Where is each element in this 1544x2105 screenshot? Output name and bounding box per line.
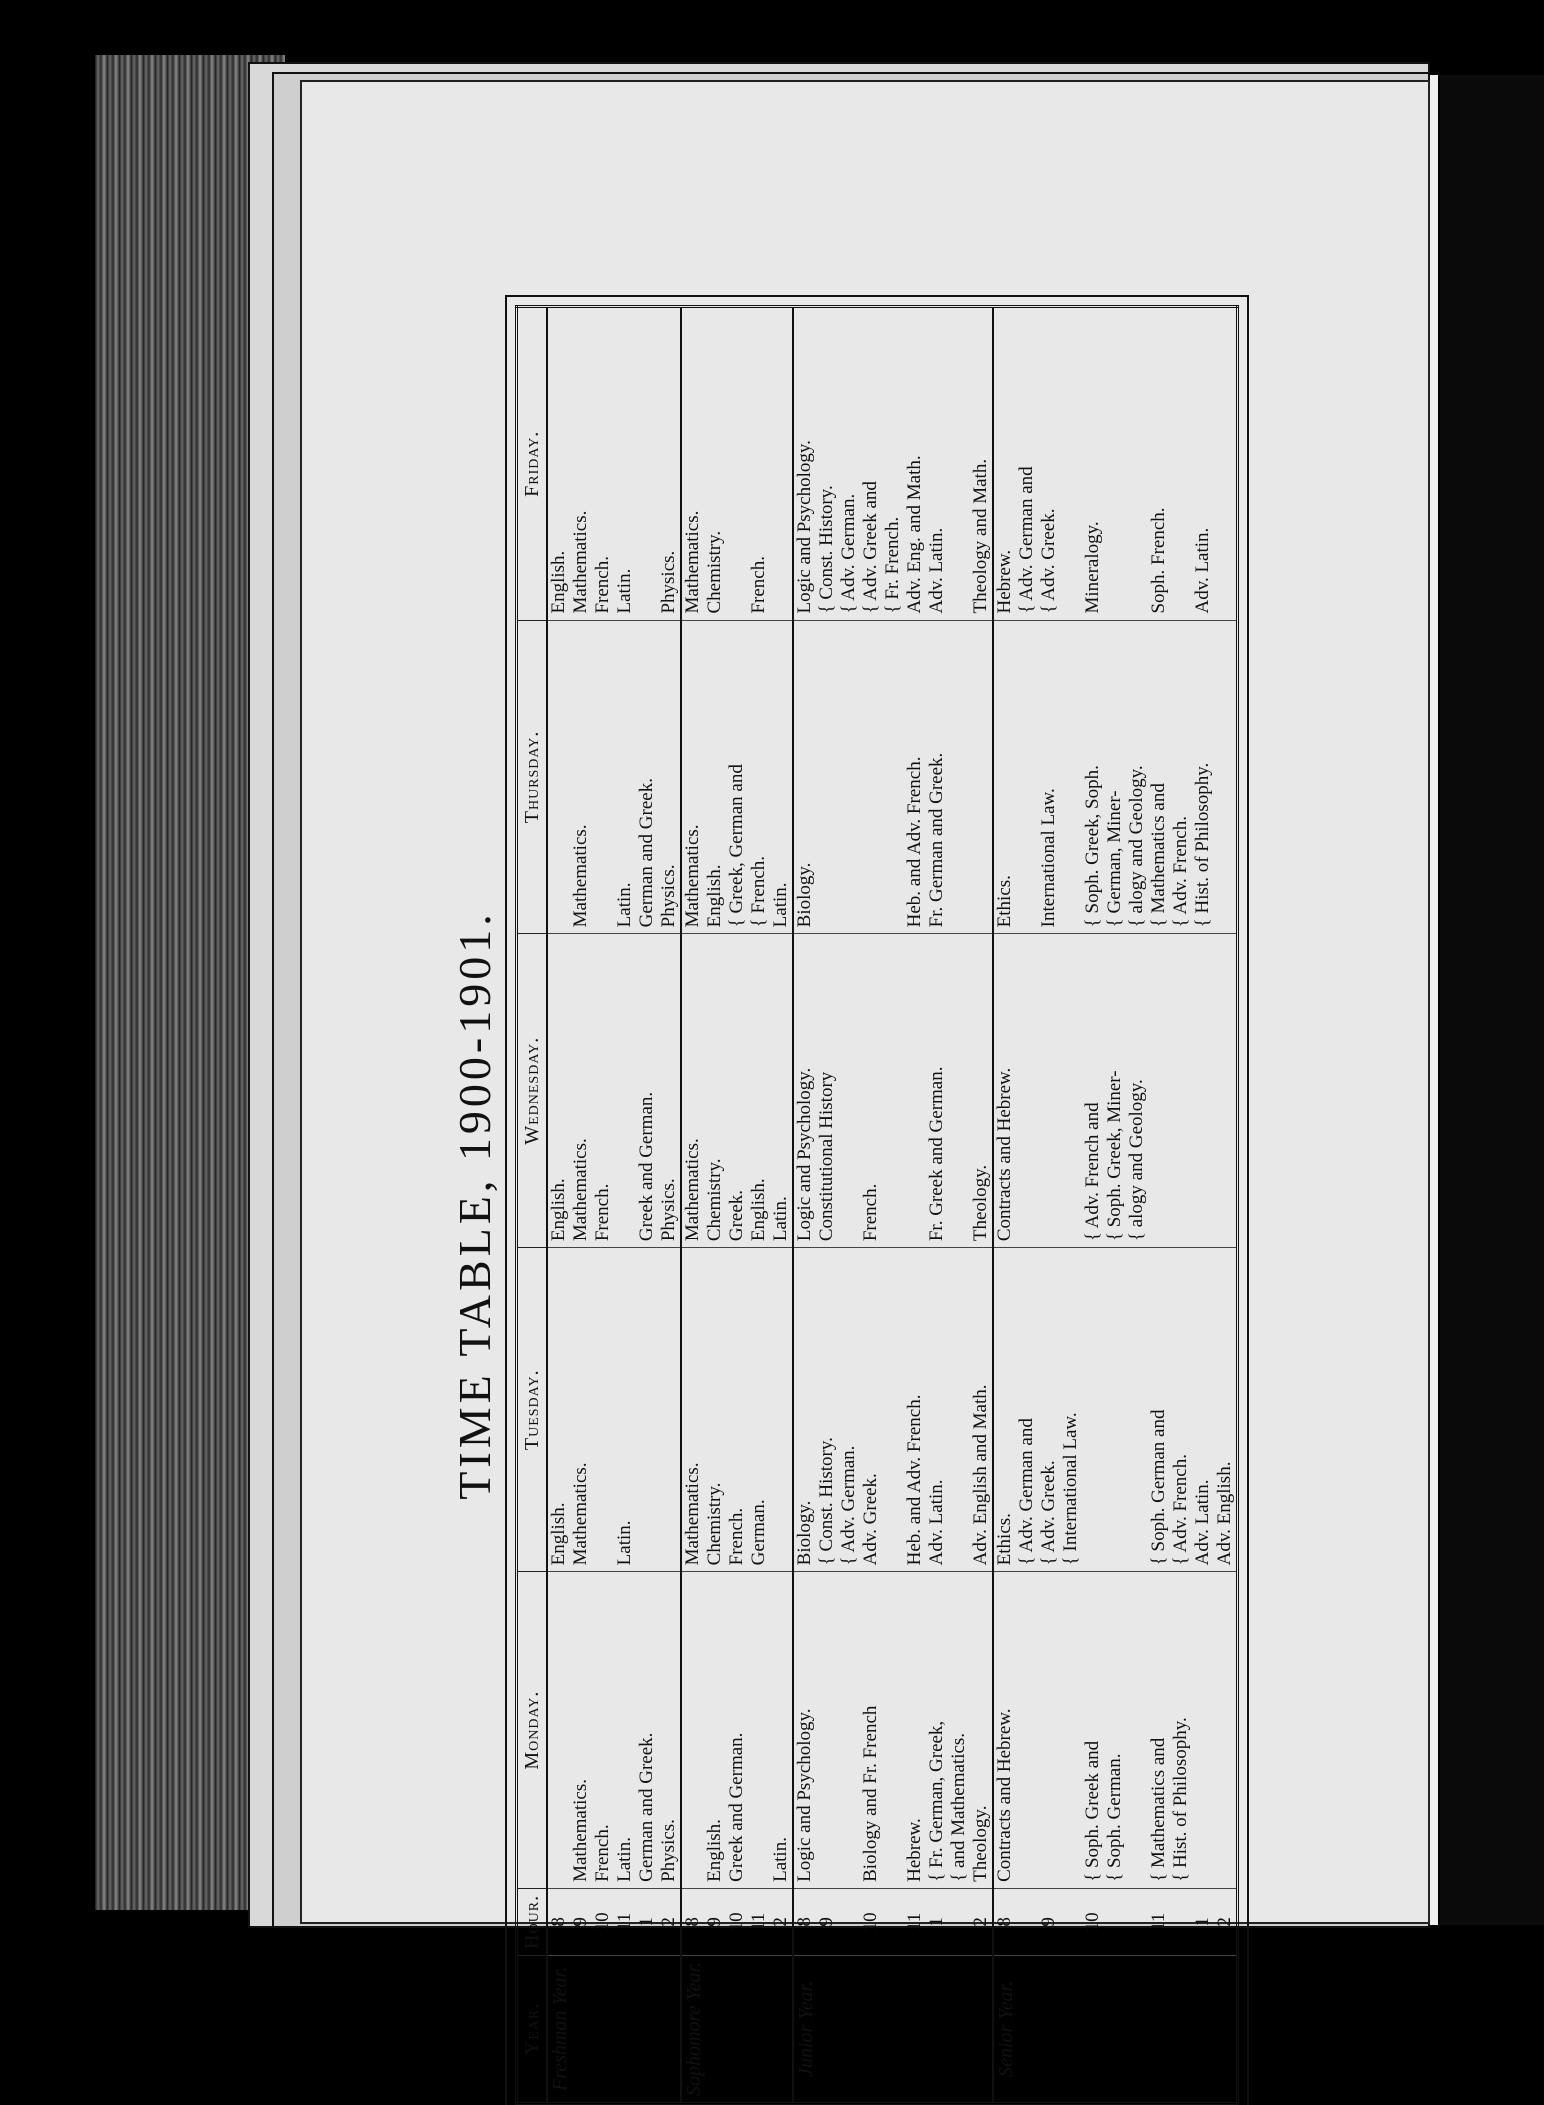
class-cell-tue: { Adv. German. (838, 1248, 860, 1572)
class-cell-tue: Adv. Latin. (926, 1248, 948, 1572)
class-cell-fri: Adv. Latin. (926, 307, 948, 621)
hour-cell: 10 (1082, 1888, 1104, 1955)
hour-cell: 9 (1038, 1888, 1060, 1955)
header-wednesday: Wednesday. (517, 934, 548, 1248)
class-cell-tue: Adv. Greek. (860, 1248, 882, 1572)
table-row (948, 307, 970, 2104)
hour-cell: 2 (658, 1888, 681, 1955)
class-cell-thu: { Adv. French. (1170, 620, 1192, 934)
class-cell-thu: Ethics. (993, 620, 1016, 934)
hour-cell: 10 (726, 1888, 748, 1955)
hour-cell (1060, 1888, 1082, 1955)
hour-cell: 2 (770, 1888, 793, 1955)
hour-cell (1016, 1888, 1038, 1955)
hour-cell: 8 (993, 1888, 1016, 1955)
table-row (1104, 307, 1126, 2104)
hour-cell (1126, 1888, 1148, 1955)
year-group (793, 307, 993, 2104)
class-cell-thu: English. (704, 620, 726, 934)
class-cell-tue: Mathematics. (570, 1248, 592, 1572)
class-cell-fri: Mineralogy. (1082, 307, 1104, 621)
class-cell-thu (547, 620, 570, 934)
class-cell-wed: Constitutional History (816, 934, 838, 1248)
table-row (1192, 307, 1214, 2104)
class-cell-tue (882, 1248, 904, 1572)
hour-cell (948, 1888, 970, 1955)
class-cell-wed: English. (547, 934, 570, 1248)
class-cell-wed: Contracts and Hebrew. (993, 934, 1016, 1248)
class-cell-thu (860, 620, 882, 934)
table-row (592, 307, 614, 2104)
class-cell-tue: Biology. (793, 1248, 816, 1572)
class-cell-mon: Contracts and Hebrew. (993, 1572, 1016, 1889)
class-cell-thu: { French. (748, 620, 770, 934)
class-cell-mon (816, 1572, 838, 1889)
class-cell-fri: Adv. Latin. (1192, 307, 1214, 621)
class-cell-wed (1016, 934, 1038, 1248)
class-cell-mon: { Soph. German. (1104, 1572, 1126, 1889)
class-cell-tue: { Adv. Greek. (1038, 1248, 1060, 1572)
class-cell-fri: Mathematics. (681, 307, 704, 621)
table-row (1126, 307, 1148, 2104)
class-cell-thu: { Hist. of Philosophy. (1192, 620, 1214, 934)
header-monday: Monday. (517, 1572, 548, 1889)
class-cell-wed: Mathematics. (681, 934, 704, 1248)
hour-cell: 8 (793, 1888, 816, 1955)
class-cell-thu (970, 620, 993, 934)
class-cell-fri: { Adv. Greek and (860, 307, 882, 621)
class-cell-fri (1060, 307, 1082, 621)
class-cell-tue (592, 1248, 614, 1572)
class-cell-tue: Ethics. (993, 1248, 1016, 1572)
class-cell-thu: Latin. (770, 620, 793, 934)
table-row (704, 307, 726, 2104)
class-cell-thu (838, 620, 860, 934)
class-cell-mon: Theology. (970, 1572, 993, 1889)
class-cell-fri: Latin. (614, 307, 636, 621)
year-label: Freshman Year. (547, 1955, 681, 2103)
class-cell-thu: { alogy and Geology. (1126, 620, 1148, 934)
hour-cell: 9 (704, 1888, 726, 1955)
table-row (570, 307, 592, 2104)
class-cell-fri: English. (547, 307, 570, 621)
year-label: Sophomore Year. (681, 1955, 793, 2103)
class-cell-mon: { and Mathematics. (948, 1572, 970, 1889)
hour-cell: 1 (636, 1888, 658, 1955)
class-cell-tue: German. (748, 1248, 770, 1572)
class-cell-tue: Chemistry. (704, 1248, 726, 1572)
class-cell-fri: Mathematics. (570, 307, 592, 621)
class-cell-mon (1038, 1572, 1060, 1889)
class-cell-wed (1148, 934, 1170, 1248)
class-cell-thu: Fr. German and Greek. (926, 620, 948, 934)
class-cell-thu (882, 620, 904, 934)
class-cell-wed (614, 934, 636, 1248)
class-cell-tue (770, 1248, 793, 1572)
hour-cell: 1 (1192, 1888, 1214, 1955)
class-cell-mon (1060, 1572, 1082, 1889)
class-cell-tue: { Adv. French. (1170, 1248, 1192, 1572)
class-cell-fri: Adv. Eng. and Math. (904, 307, 926, 621)
class-cell-thu: International Law. (1038, 620, 1060, 934)
class-cell-wed (1214, 934, 1238, 1248)
year-label: Senior Year. (993, 1955, 1238, 2103)
class-cell-fri: French. (748, 307, 770, 621)
class-cell-fri: Logic and Psychology. (793, 307, 816, 621)
class-cell-tue (948, 1248, 970, 1572)
class-cell-thu: Physics. (658, 620, 681, 934)
table-row (726, 307, 748, 2104)
class-cell-thu: { German, Miner- (1104, 620, 1126, 934)
class-cell-fri: { Fr. French. (882, 307, 904, 621)
year-group (681, 307, 793, 2104)
hour-cell: 10 (860, 1888, 882, 1955)
class-cell-wed: Theology. (970, 934, 993, 1248)
hour-cell: 11 (614, 1888, 636, 1955)
year-label: Junior Year. (793, 1955, 993, 2103)
class-cell-fri: Hebrew. (993, 307, 1016, 621)
right-page-edge (1430, 75, 1438, 1925)
hour-cell: 2 (970, 1888, 993, 1955)
class-cell-mon: Latin. (770, 1572, 793, 1889)
class-cell-mon: Greek and German. (726, 1572, 748, 1889)
header-hour: Hour. (517, 1888, 548, 1955)
class-cell-thu (816, 620, 838, 934)
class-cell-wed: Fr. Greek and German. (926, 934, 948, 1248)
table-row (882, 307, 904, 2104)
class-cell-mon: French. (592, 1572, 614, 1889)
class-cell-thu (948, 620, 970, 934)
class-cell-tue: { Const. History. (816, 1248, 838, 1572)
class-cell-wed: Greek and German. (636, 934, 658, 1248)
table-row (770, 307, 793, 2104)
class-cell-tue: Latin. (614, 1248, 636, 1572)
table-row (636, 307, 658, 2104)
class-cell-thu (1016, 620, 1038, 934)
class-cell-wed (838, 934, 860, 1248)
class-cell-mon (1192, 1572, 1214, 1889)
class-cell-thu: Heb. and Adv. French. (904, 620, 926, 934)
header-year: Year. (517, 1955, 548, 2103)
table-row (1082, 307, 1104, 2104)
class-cell-tue: { International Law. (1060, 1248, 1082, 1572)
class-cell-mon: { Hist. of Philosophy. (1170, 1572, 1192, 1889)
class-cell-thu: { Mathematics and (1148, 620, 1170, 934)
class-cell-fri: French. (592, 307, 614, 621)
class-cell-mon: Hebrew. (904, 1572, 926, 1889)
hour-cell: 10 (592, 1888, 614, 1955)
class-cell-mon (1214, 1572, 1238, 1889)
class-cell-thu: Mathematics. (570, 620, 592, 934)
class-cell-mon (1016, 1572, 1038, 1889)
class-cell-wed (1038, 934, 1060, 1248)
table-row (681, 307, 704, 2104)
table-row (970, 307, 993, 2104)
class-cell-mon: { Fr. German, Greek, (926, 1572, 948, 1889)
table-row (1038, 307, 1060, 2104)
class-cell-tue: Heb. and Adv. French. (904, 1248, 926, 1572)
table-row (547, 307, 570, 2104)
hour-cell: 8 (547, 1888, 570, 1955)
hour-cell (1170, 1888, 1192, 1955)
class-cell-mon (748, 1572, 770, 1889)
class-cell-thu: German and Greek. (636, 620, 658, 934)
hour-cell: 9 (816, 1888, 838, 1955)
class-cell-fri: Soph. French. (1148, 307, 1170, 621)
hour-cell: 11 (748, 1888, 770, 1955)
class-cell-mon: { Soph. Greek and (1082, 1572, 1104, 1889)
class-cell-fri: Physics. (658, 307, 681, 621)
hour-cell: 11 (1148, 1888, 1170, 1955)
table-row (1016, 307, 1038, 2104)
hour-cell: 1 (926, 1888, 948, 1955)
class-cell-mon (681, 1572, 704, 1889)
class-cell-fri (636, 307, 658, 621)
class-cell-thu: { Greek, German and (726, 620, 748, 934)
class-cell-fri: Chemistry. (704, 307, 726, 621)
table-row (860, 307, 882, 2104)
table-row (993, 307, 1016, 2104)
class-cell-thu (1060, 620, 1082, 934)
class-cell-mon: German and Greek. (636, 1572, 658, 1889)
class-cell-tue: Adv. Latin. (1192, 1248, 1214, 1572)
class-cell-fri (726, 307, 748, 621)
class-cell-wed: Physics. (658, 934, 681, 1248)
table-row (748, 307, 770, 2104)
class-cell-wed: Mathematics. (570, 934, 592, 1248)
hour-cell (882, 1888, 904, 1955)
class-cell-fri (1214, 307, 1238, 621)
class-cell-wed: Chemistry. (704, 934, 726, 1248)
hour-cell: 9 (570, 1888, 592, 1955)
table-row (1214, 307, 1238, 2104)
class-cell-wed (1192, 934, 1214, 1248)
class-cell-mon: English. (704, 1572, 726, 1889)
table-row (816, 307, 838, 2104)
class-cell-mon (1126, 1572, 1148, 1889)
class-cell-mon: Logic and Psychology. (793, 1572, 816, 1889)
year-group (547, 307, 681, 2104)
table-row (793, 307, 816, 2104)
facing-page-shadow (1440, 75, 1544, 1925)
class-cell-tue: English. (547, 1248, 570, 1572)
class-cell-wed (1060, 934, 1082, 1248)
timetable-sheet (445, 305, 1305, 2105)
hour-cell (838, 1888, 860, 1955)
class-cell-tue: French. (726, 1248, 748, 1572)
class-cell-fri (1170, 307, 1192, 621)
class-cell-fri: { Const. History. (816, 307, 838, 621)
class-cell-mon: Latin. (614, 1572, 636, 1889)
class-cell-tue (658, 1248, 681, 1572)
class-cell-fri (948, 307, 970, 621)
class-cell-fri: Theology and Math. (970, 307, 993, 621)
class-cell-wed: French. (592, 934, 614, 1248)
class-cell-mon: { Mathematics and (1148, 1572, 1170, 1889)
class-cell-thu (592, 620, 614, 934)
class-cell-wed: { Soph. Greek, Miner- (1104, 934, 1126, 1248)
table-row (1060, 307, 1082, 2104)
class-cell-wed: English. (748, 934, 770, 1248)
class-cell-tue (1126, 1248, 1148, 1572)
table-row (1170, 307, 1192, 2104)
class-cell-fri (1104, 307, 1126, 621)
class-cell-fri: { Adv. Greek. (1038, 307, 1060, 621)
class-cell-thu (1214, 620, 1238, 934)
class-cell-wed: { Adv. French and (1082, 934, 1104, 1248)
class-cell-fri: { Adv. German and (1016, 307, 1038, 621)
page-title: TIME TABLE, 1900-1901. (449, 910, 500, 1500)
class-cell-fri (1126, 307, 1148, 621)
table-row (926, 307, 948, 2104)
class-cell-wed: { alogy and Geology. (1126, 934, 1148, 1248)
class-cell-tue: Mathematics. (681, 1248, 704, 1572)
header-tuesday: Tuesday. (517, 1248, 548, 1572)
hour-cell: 8 (681, 1888, 704, 1955)
class-cell-wed (882, 934, 904, 1248)
class-cell-mon (882, 1572, 904, 1889)
timetable (515, 305, 1239, 2105)
class-cell-tue (1104, 1248, 1126, 1572)
class-cell-tue (1082, 1248, 1104, 1572)
class-cell-wed: Logic and Psychology. (793, 934, 816, 1248)
class-cell-tue: { Soph. German and (1148, 1248, 1170, 1572)
table-row (614, 307, 636, 2104)
header-thursday: Thursday. (517, 620, 548, 934)
header-row (517, 307, 548, 2104)
class-cell-thu: Latin. (614, 620, 636, 934)
hour-cell (1104, 1888, 1126, 1955)
class-cell-tue: { Adv. German and (1016, 1248, 1038, 1572)
table-row (838, 307, 860, 2104)
class-cell-fri (770, 307, 793, 621)
hour-cell: 11 (904, 1888, 926, 1955)
class-cell-tue (636, 1248, 658, 1572)
hour-cell: 2 (1214, 1888, 1238, 1955)
class-cell-tue: Adv. English and Math. (970, 1248, 993, 1572)
class-cell-mon: Biology and Fr. French (860, 1572, 882, 1889)
class-cell-wed: Latin. (770, 934, 793, 1248)
class-cell-thu: Mathematics. (681, 620, 704, 934)
class-cell-mon (547, 1572, 570, 1889)
class-cell-wed (948, 934, 970, 1248)
table-row (904, 307, 926, 2104)
class-cell-thu: Biology. (793, 620, 816, 934)
class-cell-fri: { Adv. German. (838, 307, 860, 621)
class-cell-tue: Adv. English. (1214, 1248, 1238, 1572)
class-cell-mon: Physics. (658, 1572, 681, 1889)
class-cell-wed: French. (860, 934, 882, 1248)
class-cell-thu: { Soph. Greek, Soph. (1082, 620, 1104, 934)
class-cell-mon (838, 1572, 860, 1889)
class-cell-wed (1170, 934, 1192, 1248)
class-cell-wed (904, 934, 926, 1248)
table-row (1148, 307, 1170, 2104)
year-group (993, 307, 1238, 2104)
header-friday: Friday. (517, 307, 548, 621)
class-cell-mon: Mathematics. (570, 1572, 592, 1889)
table-row (658, 307, 681, 2104)
class-cell-wed: Greek. (726, 934, 748, 1248)
